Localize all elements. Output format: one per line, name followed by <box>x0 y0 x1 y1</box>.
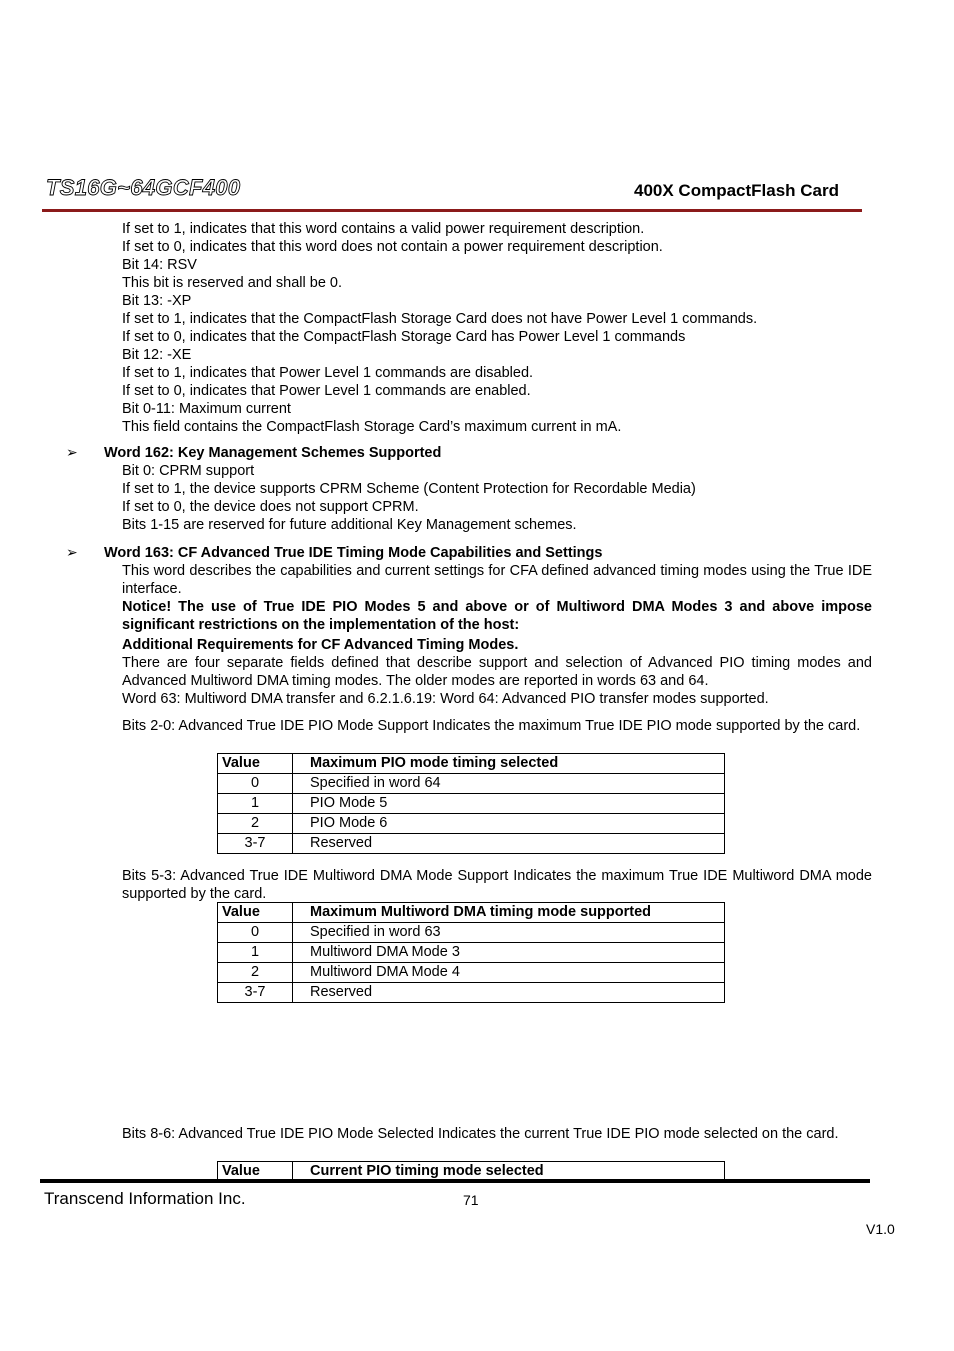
table-row <box>218 834 725 854</box>
word163-paragraph: There are four separate fields defined that describe support and selection of Advanced PIO timing modes and Advanced Multiword DMA timing modes. The older modes are reported in words 63 and 64. <box>122 655 872 689</box>
table-row <box>218 814 725 834</box>
dma-mode-support-table <box>217 902 725 1003</box>
table-cell: Specified in word 63 <box>293 923 725 943</box>
table-cell: 2 <box>218 963 293 983</box>
bits-2-0-description: Bits 2-0: Advanced True IDE PIO Mode Support Indicates the maximum True IDE PIO mode supported by the card. <box>122 718 861 734</box>
word163-heading: Word 163: CF Advanced True IDE Timing Mode Capabilities and Settings <box>104 545 603 561</box>
table-cell: 1 <box>218 943 293 963</box>
document-subtitle: 400X CompactFlash Card <box>634 181 840 200</box>
text-line: If set to 0, indicates that the CompactFlash Storage Card has Power Level 1 commands <box>122 329 686 345</box>
table-header-cell: Value <box>218 1162 293 1182</box>
table-cell: Reserved <box>293 834 725 854</box>
table-cell: Multiword DMA Mode 4 <box>293 963 725 983</box>
footer-rule <box>40 1179 870 1183</box>
word163-notice: Notice! The use of True IDE PIO Modes 5 and above or of Multiword DMA Modes 3 and above impose significant restrictions on the implementation of the host: <box>122 599 872 633</box>
table-cell: 2 <box>218 814 293 834</box>
text-line: If set to 0, the device does not support CPRM. <box>122 499 419 515</box>
text-line: If set to 0, indicates that this word does not contain a power requirement description. <box>122 239 663 255</box>
word162-heading: Word 162: Key Management Schemes Supported <box>104 445 442 461</box>
pio-mode-support-table <box>217 753 725 854</box>
text-line: Bit 0-11: Maximum current <box>122 401 291 417</box>
header-rule <box>42 209 862 212</box>
table-cell: Multiword DMA Mode 3 <box>293 943 725 963</box>
table-header-cell: Value <box>218 903 293 923</box>
pio-mode-selected-table <box>217 1161 725 1181</box>
table-header-row <box>218 754 725 774</box>
table-cell: 3-7 <box>218 983 293 1003</box>
power-requirement-section <box>122 220 872 436</box>
table-cell: PIO Mode 5 <box>293 794 725 814</box>
table-header-cell: Maximum PIO mode timing selected <box>293 754 725 774</box>
document-version: V1.0 <box>866 1221 895 1237</box>
bullet-arrow-icon: ➢ <box>66 544 78 560</box>
text-line: If set to 0, indicates that Power Level 1 commands are enabled. <box>122 383 531 399</box>
document-title: TS16G~64GCF400 <box>46 175 241 200</box>
bits-5-3-description: Bits 5-3: Advanced True IDE Multiword DMA Mode Support Indicates the maximum True IDE Multiword DMA mode supported by the card. <box>122 868 872 902</box>
text-line: Bit 0: CPRM support <box>122 463 255 479</box>
word162-section <box>122 462 872 534</box>
page-number: 71 <box>463 1192 479 1208</box>
text-line: If set to 1, indicates that Power Level 1 commands are disabled. <box>122 365 534 381</box>
table-row <box>218 963 725 983</box>
table-row <box>218 983 725 1003</box>
bits-8-6-description: Bits 8-6: Advanced True IDE PIO Mode Selected Indicates the current True IDE PIO mode selected on the card. <box>122 1126 839 1142</box>
table-header-cell: Maximum Multiword DMA timing mode supported <box>293 903 725 923</box>
text-line: This bit is reserved and shall be 0. <box>122 275 343 291</box>
table-header-row <box>218 903 725 923</box>
table-row <box>218 794 725 814</box>
text-line: Bits 1-15 are reserved for future additional Key Management schemes. <box>122 517 577 533</box>
text-line: If set to 1, the device supports CPRM Scheme (Content Protection for Recordable Media) <box>122 481 696 497</box>
table-cell: 0 <box>218 774 293 794</box>
word163-paragraph: Word 63: Multiword DMA transfer and 6.2.1.6.19: Word 64: Advanced PIO transfer modes supported. <box>122 691 769 707</box>
table-row <box>218 774 725 794</box>
table-header-cell: Value <box>218 754 293 774</box>
table-cell: 3-7 <box>218 834 293 854</box>
text-line: If set to 1, indicates that the CompactFlash Storage Card does not have Power Level 1 commands. <box>122 311 758 327</box>
table-cell: 1 <box>218 794 293 814</box>
table-cell: Specified in word 64 <box>293 774 725 794</box>
word163-description: This word describes the capabilities and current settings for CFA defined advanced timing modes using the True IDE interface. <box>122 563 872 597</box>
footer-company: Transcend Information Inc. <box>44 1189 246 1208</box>
table-cell: 0 <box>218 923 293 943</box>
table-row <box>218 943 725 963</box>
table-header-cell: Current PIO timing mode selected <box>293 1162 725 1182</box>
table-row <box>218 923 725 943</box>
word163-additional-heading: Additional Requirements for CF Advanced Timing Modes. <box>122 637 519 653</box>
table-cell: Reserved <box>293 983 725 1003</box>
bullet-arrow-icon: ➢ <box>66 444 78 460</box>
text-line: This field contains the CompactFlash Storage Card’s maximum current in mA. <box>122 419 622 435</box>
table-cell: PIO Mode 6 <box>293 814 725 834</box>
text-line: Bit 13: -XP <box>122 293 192 309</box>
text-line: Bit 14: RSV <box>122 257 197 273</box>
text-line: If set to 1, indicates that this word contains a valid power requirement description. <box>122 221 645 237</box>
text-line: Bit 12: -XE <box>122 347 192 363</box>
